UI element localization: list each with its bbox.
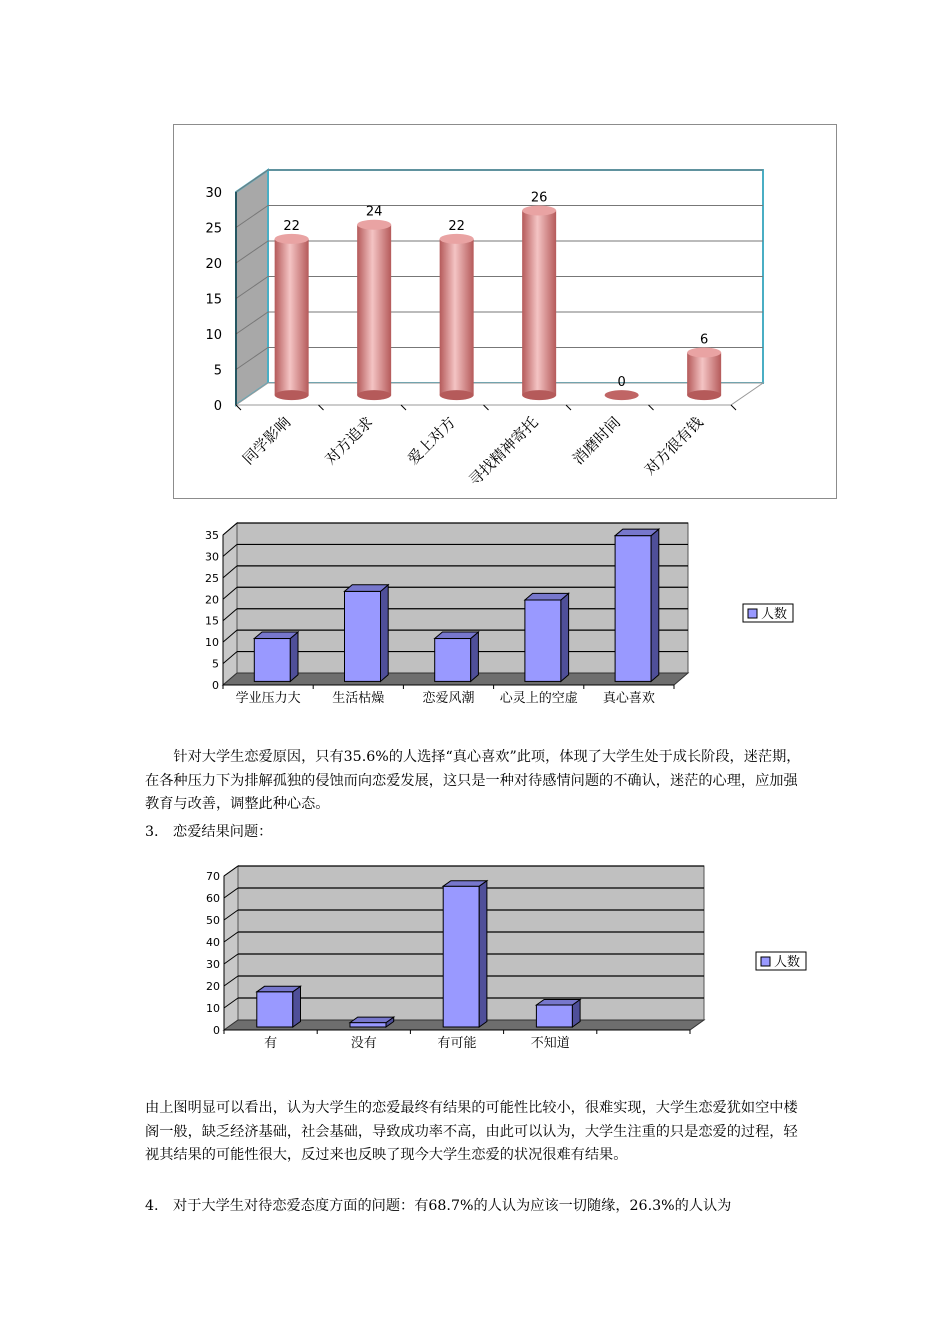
cylinder-body: [275, 239, 309, 395]
cylinder-top: [440, 234, 474, 244]
paragraph-analysis-reasons: 针对大学生恋爱原因，只有35.6%的人选择“真心喜欢”此项，体现了大学生处于成长阶段，迷茫期，在各种压力下为排解孤独的侵蚀而向恋爱发展，这只是一种对待感情问题的不确认，迷茫的心理，应加强教育与改善，调整此种心态。: [145, 749, 801, 812]
cylinder-base: [522, 390, 556, 400]
bar-side: [651, 529, 659, 681]
y-tick-label: 5: [213, 363, 222, 379]
chart-love-reasons-bar: [200, 515, 820, 715]
y-tick-label: 5: [212, 657, 219, 671]
x-category-label: 有: [264, 1036, 278, 1051]
bar-top: [525, 593, 569, 600]
legend-label: 人数: [761, 607, 788, 622]
bar-side: [479, 881, 487, 1027]
y-tick-label: 10: [206, 1002, 220, 1015]
data-label: 0: [617, 375, 626, 391]
section-title: 恋爱结果问题：: [173, 824, 273, 840]
bar-side: [381, 585, 389, 682]
data-label: 6: [700, 332, 709, 348]
bar-front: [254, 639, 290, 682]
section-number: 3.: [145, 824, 159, 840]
data-label: 24: [365, 204, 383, 220]
floor: [236, 383, 763, 405]
y-tick-label: 15: [205, 292, 222, 308]
cylinder-body: [357, 225, 391, 395]
bar-front: [536, 1005, 572, 1027]
bar-front: [615, 536, 651, 682]
section-number: 4.: [145, 1198, 159, 1214]
legend-label: 人数: [774, 955, 801, 970]
chart-love-results-bar: [200, 862, 840, 1054]
bar-top: [350, 1017, 394, 1023]
cylinder-base: [440, 390, 474, 400]
legend-swatch: [748, 609, 757, 618]
chart-love-reasons-cylinder: [173, 124, 837, 499]
x-category-label: 有可能: [437, 1036, 477, 1051]
y-tick-label: 15: [205, 614, 219, 628]
y-tick-label: 20: [205, 593, 219, 607]
cylinder-base: [275, 390, 309, 400]
bar-side: [290, 632, 298, 681]
bar-front: [443, 886, 479, 1027]
x-category-label: 恋爱风潮: [422, 691, 475, 706]
data-label: 22: [283, 218, 300, 234]
section-title: 对于大学生对待恋爱态度方面的问题：有68.7%的人认为应该一切随缘，26.3%的人认为: [173, 1198, 732, 1214]
legend-swatch: [761, 957, 770, 966]
x-tick: [236, 405, 241, 410]
bar-top: [443, 881, 487, 887]
y-tick-label: 30: [205, 186, 222, 201]
data-label: 26: [530, 190, 548, 206]
cylinder-base: [687, 390, 721, 400]
cylinder-flat: [605, 390, 639, 400]
x-tick: [731, 405, 736, 410]
x-category-label: 生活枯燥: [332, 691, 385, 706]
x-tick: [401, 405, 406, 410]
x-category-label: 对方追求: [321, 413, 377, 469]
x-category-label: 爱上对方: [403, 413, 460, 469]
y-tick-label: 0: [212, 679, 219, 692]
bar-front: [525, 600, 561, 681]
y-tick-label: 10: [205, 636, 219, 650]
x-tick: [484, 405, 489, 410]
bar-top: [254, 632, 298, 639]
cylinder-base: [357, 390, 391, 400]
cylinder-top: [522, 206, 556, 216]
y-tick-label: 30: [205, 550, 219, 564]
x-category-label: 对方很有钱: [640, 413, 707, 479]
cylinder-body: [522, 211, 556, 396]
cylinder-body: [440, 239, 474, 395]
bar-side: [561, 593, 569, 681]
cylinder-body: [687, 353, 721, 396]
x-tick: [649, 405, 654, 410]
x-tick: [566, 405, 571, 410]
y-tick-label: 25: [205, 221, 222, 237]
y-tick-label: 50: [206, 914, 220, 927]
bar-top: [435, 632, 479, 639]
bar-front: [435, 639, 471, 682]
side-wall: [223, 523, 237, 685]
bar-top: [257, 986, 301, 992]
cylinder-top: [275, 234, 309, 244]
chart-2-svg: [200, 515, 820, 715]
chart-3-svg: [200, 862, 840, 1054]
y-tick-label: 20: [206, 980, 220, 993]
x-category-label: 消磨时间: [568, 413, 625, 469]
y-tick-label: 0: [213, 1024, 220, 1037]
bar-top: [536, 1000, 580, 1006]
x-category-label: 真心喜欢: [602, 691, 655, 706]
x-tick: [319, 405, 324, 410]
bar-front: [350, 1023, 386, 1027]
data-label: 22: [448, 218, 465, 234]
y-tick-label: 40: [206, 936, 220, 949]
y-tick-label: 20: [205, 257, 222, 272]
x-category-label: 心灵上的空虚: [499, 691, 578, 706]
y-tick-label: 10: [205, 328, 222, 343]
bar-top: [615, 529, 659, 536]
y-tick-label: 0: [213, 399, 222, 414]
x-category-label: 学业压力大: [235, 691, 301, 706]
bar-front: [257, 992, 293, 1027]
bar-top: [345, 585, 389, 592]
side-wall: [224, 866, 238, 1030]
bar-side: [471, 632, 479, 681]
bar-front: [345, 591, 381, 681]
x-category-label: 没有: [350, 1036, 377, 1051]
x-category-label: 同学影响: [238, 413, 295, 469]
chart-1-svg: [174, 125, 836, 498]
section-heading-4: [145, 1195, 810, 1219]
paragraph-analysis-results: 由上图明显可以看出，认为大学生的恋爱最终有结果的可能性比较小，很难实现，大学生恋爱犹如空中楼阁一般，缺乏经济基础，社会基础，导致成功率不高，由此可以认为，大学生注重的只是恋爱的过程，轻视其结果的可能性很大，反过来也反映了现今大学生恋爱的状况很难有结果。: [145, 1100, 798, 1163]
y-tick-label: 25: [205, 571, 219, 585]
y-tick-label: 35: [205, 529, 219, 542]
x-category-label: 不知道: [530, 1036, 570, 1051]
cylinder-top: [357, 220, 391, 230]
y-tick-label: 70: [206, 870, 220, 883]
section-heading-3: [145, 821, 810, 845]
y-tick-label: 30: [206, 958, 220, 971]
cylinder-top: [687, 348, 721, 358]
bar-side: [293, 986, 301, 1027]
y-tick-label: 60: [206, 892, 220, 905]
x-category-label: 寻找精神寄托: [465, 413, 542, 490]
